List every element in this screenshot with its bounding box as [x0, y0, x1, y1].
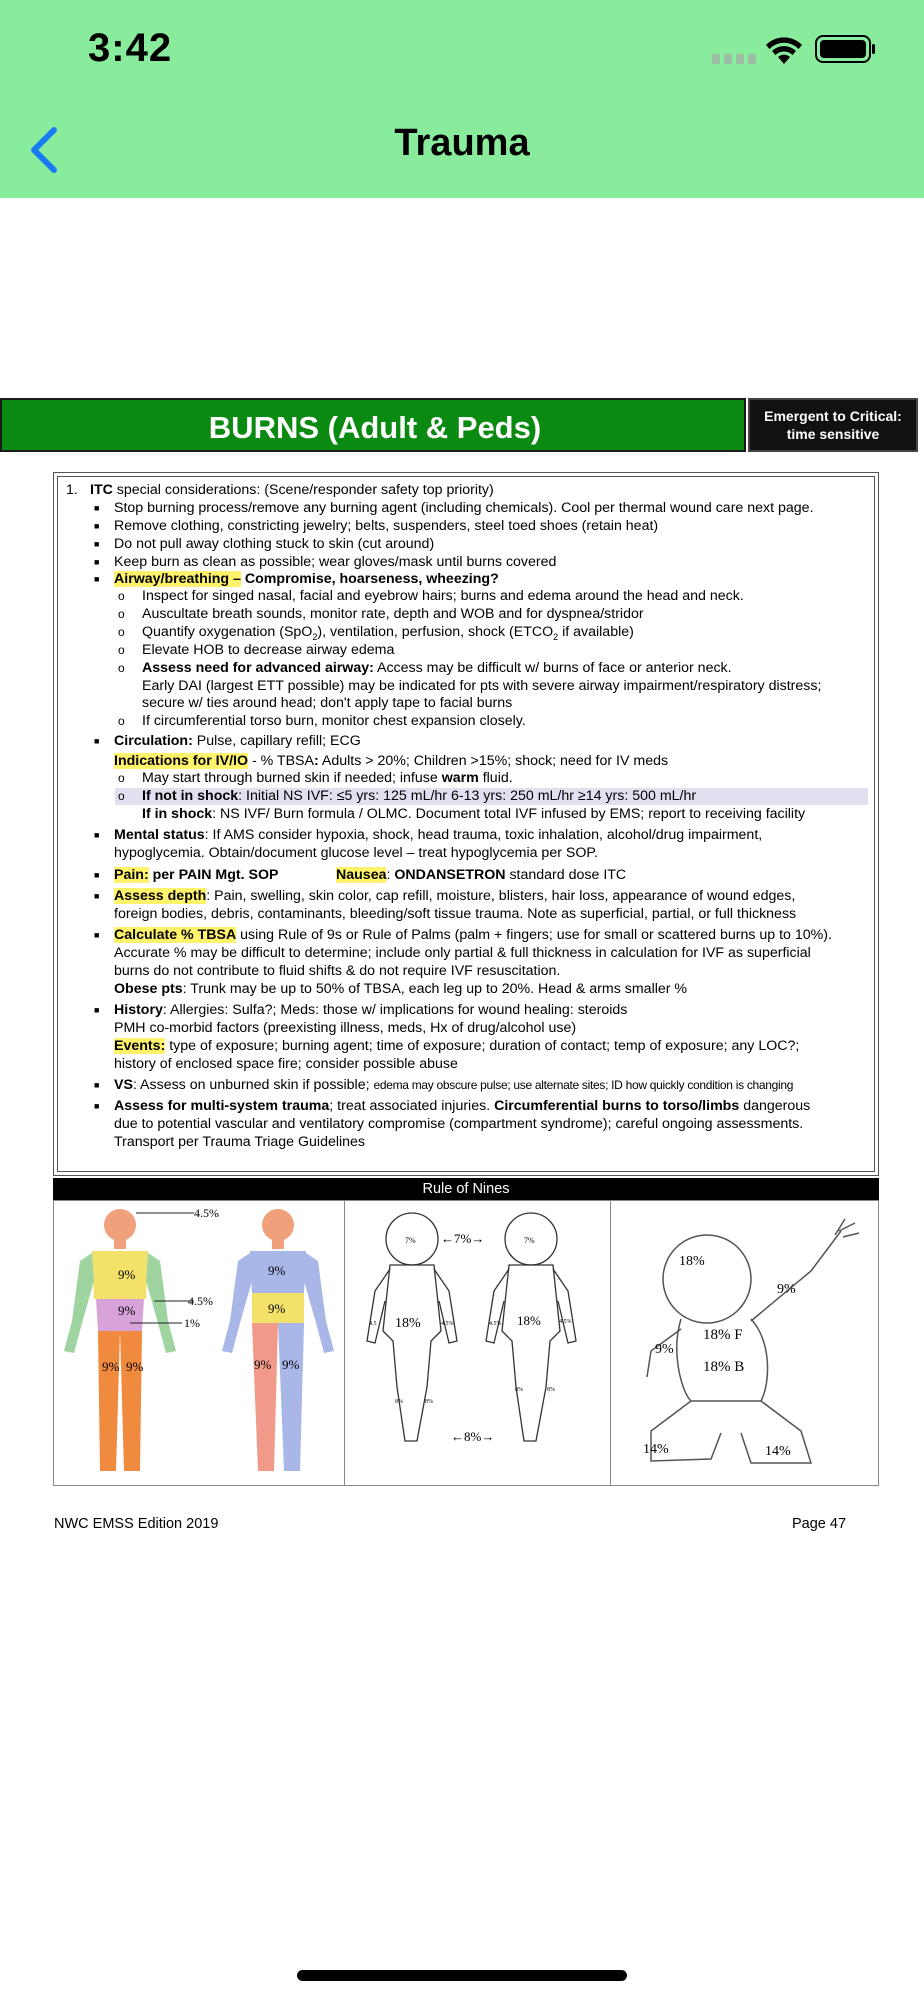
label-head-back: 7% [524, 1236, 535, 1245]
text-line: Calculate % TBSA using Rule of 9s or Rule of Palms (palm + fingers; use for small or scattered burns up to 10%). [114, 927, 832, 943]
text-line: foreign bodies, debris, contaminants, bleeding/soft tissue trauma. Note as superficial, partial, or full thickness [114, 906, 797, 922]
text-line: Early DAI (largest ETT possible) may be indicated for pts with severe airway impairment/respiratory distress; [142, 678, 822, 694]
text-line: If circumferential torso burn, monitor chest expansion closely. [142, 713, 526, 729]
bullet: ■ [94, 1101, 100, 1111]
bullet: ■ [94, 1080, 100, 1090]
label-arm-2: 4.5% [441, 1321, 454, 1327]
airway-heading: Airway/breathing – Compromise, hoarseness, wheezing? [114, 571, 499, 587]
status-bar [0, 0, 924, 100]
label-infant-back: 18% B [703, 1359, 745, 1375]
navigation-bar [0, 100, 924, 198]
label-infant-right-leg: 14% [765, 1444, 791, 1459]
bullet: ■ [94, 503, 100, 513]
text-line: PMH co-morbid factors (preexisting illness, meds, Hx of drug/alcohol use) [114, 1020, 577, 1036]
label-head: 4.5% [194, 1206, 219, 1220]
bullet: ■ [94, 930, 100, 940]
text-line: Obese pts: Trunk may be up to 50% of TBSA, each leg up to 20%. Head & arms smaller % [114, 981, 688, 997]
text-line: Nausea: ONDANSETRON standard dose ITC [336, 867, 627, 883]
label-arm-1: 4.5 [369, 1321, 377, 1327]
text-line: History: Allergies: Sulfa?; Meds: those w/ implications for wound healing: steroids [114, 1002, 628, 1018]
label-leg-1: 8% [395, 1399, 403, 1405]
text-line: Circulation: Pulse, capillary refill; ECG [114, 733, 361, 749]
text-line: history of enclosed space fire; consider possible abuse [114, 1056, 458, 1072]
bullet: ■ [94, 574, 100, 584]
text-line: Stop burning process/remove any burning agent (including chemicals). Cool per thermal wound care next page. [114, 500, 814, 516]
label-abdomen: 9% [118, 1303, 136, 1318]
text-line: If in shock: NS IVF/ Burn formula / OLMC. Document total IVF infused by EMS; report to receiving facility [142, 806, 806, 822]
label-leg-2: 8% [425, 1399, 433, 1405]
text-line: Do not pull away clothing stuck to skin (cut around) [114, 536, 435, 552]
bullet: ■ [94, 891, 100, 901]
text-line: hypoglycemia. Obtain/document glucose level – treat hypoglycemia per SOP. [114, 845, 598, 861]
text-line: due to potential vascular and ventilatory compromise (compartment syndrome); careful ongoing assessments. [114, 1116, 804, 1132]
child-body-diagram [345, 1201, 611, 1485]
label-left-leg: 9% [102, 1359, 120, 1374]
label-head-front: 7% [405, 1236, 416, 1245]
label-upper-back: 9% [268, 1263, 286, 1278]
wifi-icon [764, 34, 804, 66]
text-line: Transport per Trauma Triage Guidelines [114, 1134, 366, 1150]
text-line: Auscultate breath sounds, monitor rate, depth and WOB and for dyspnea/stridor [142, 606, 644, 622]
bullet: ■ [94, 557, 100, 567]
text-line: burns do not contribute to fluid shifts & do not require IVF resuscitation. [114, 963, 561, 979]
bullet: ■ [94, 521, 100, 531]
bullet: ■ [94, 870, 100, 880]
battery-icon [815, 34, 877, 64]
page-number: Page 47 [792, 1516, 847, 1532]
text-line: Pain: per PAIN Mgt. SOP [114, 867, 279, 883]
document-title-bar [0, 398, 746, 452]
adult-body-illustration [54, 1201, 345, 1485]
label-infant-head: 18% [679, 1254, 705, 1269]
bullet: ■ [94, 539, 100, 549]
bullet: ■ [94, 830, 100, 840]
text-line: Quantify oxygenation (SpO$_2$), ventilation, perfusion, shock ($ETCO_2$ if available) [142, 624, 634, 642]
text-line: May start through burned skin if needed; infuse warm fluid. [142, 770, 513, 786]
text-line: Indications for IV/IO - % TBSA: Adults > 20%; Children >15%; shock; need for IV meds [114, 753, 669, 769]
rule-of-nines-figure [53, 1200, 879, 1486]
label-arm-4: 4.5% [559, 1319, 572, 1325]
label-leg-4: 8% [547, 1387, 555, 1393]
child-body-illustration [345, 1201, 611, 1485]
item-1-text: ITC special considerations: (Scene/responder safety top priority) [90, 482, 494, 498]
urgency-badge-line1: Emergent to Critical: [764, 408, 902, 424]
label-groin: 1% [184, 1316, 200, 1330]
label-leg-arrow: ←8%→ [451, 1429, 495, 1444]
label-infant-arm: 9% [777, 1282, 796, 1297]
bullet: ■ [94, 1005, 100, 1015]
label-lower-back: 9% [268, 1301, 286, 1316]
home-indicator[interactable] [297, 1970, 627, 1981]
label-torso-front: 18% [395, 1316, 421, 1331]
label-infant-front: 18% F [703, 1327, 743, 1343]
label-infant-left-leg: 14% [643, 1442, 669, 1457]
label-leg-3: 8% [515, 1387, 523, 1393]
nav-title: Trauma [394, 122, 530, 164]
adult-body-diagram [54, 1201, 345, 1485]
text-line: Elevate HOB to decrease airway edema [142, 642, 395, 658]
text-line: Assess need for advanced airway: Access may be difficult w/ burns of face or anterior neck. [142, 660, 732, 676]
label-infant-arm-left: 9% [655, 1342, 674, 1357]
label-arm-3: 4.5% [489, 1321, 502, 1327]
text-line: Events: type of exposure; burning agent; time of exposure; duration of contact; temp of exposure; any LOC?; [114, 1038, 800, 1054]
infant-body-illustration [611, 1201, 878, 1485]
text-line: Keep burn as clean as possible; wear gloves/mask until burns covered [114, 554, 557, 570]
text-line: Remove clothing, constricting jewelry; belts, suspenders, steel toed shoes (retain heat) [114, 518, 659, 534]
cellular-signal-icon [712, 54, 756, 64]
bullet: ■ [94, 736, 100, 746]
urgency-badge [748, 398, 918, 452]
text-line: Mental status: If AMS consider hypoxia, shock, head trauma, toxic inhalation, alcohol/drug impairment, [114, 827, 763, 843]
text-line: Assess depth: Pain, swelling, skin color, cap refill, moisture, blisters, hair loss, appearance of wound edges, [114, 888, 796, 904]
status-time: 3:42 [88, 26, 173, 70]
label-torso-back: 18% [517, 1313, 541, 1328]
text-line: secure w/ ties around head; don't apply tape to facial burns [142, 695, 513, 711]
text-line: Accurate % may be difficult to determine; include only partial & full thickness in calculation for IVF as superficial [114, 945, 811, 961]
label-right-leg: 9% [126, 1359, 144, 1374]
label-back-leg-right: 9% [282, 1357, 300, 1372]
urgency-badge-line2: time sensitive [786, 426, 880, 442]
label-back-leg-left: 9% [254, 1357, 272, 1372]
label-head-arrow: ←7%→ [441, 1231, 485, 1246]
label-arm: 4.5% [188, 1294, 213, 1308]
text-line: Assess for multi-system trauma; treat associated injuries. Circumferential burns to torso/limbs dangerous [114, 1098, 811, 1114]
label-chest: 9% [118, 1267, 136, 1282]
text-line: Inspect for singed nasal, facial and eyebrow hairs; burns and edema around the head and neck. [142, 588, 744, 604]
document-title: BURNS (Adult & Peds) [208, 410, 542, 445]
item-1-number: 1. [66, 482, 78, 498]
text-line: VS: Assess on unburned skin if possible; edema may obscure pulse; use alternate sites; ID how quickly condition is changing [114, 1077, 794, 1093]
document-edition: NWC EMSS Edition 2019 [54, 1516, 219, 1532]
rule-of-nines-header: Rule of Nines [53, 1178, 879, 1200]
infant-body-diagram [611, 1201, 878, 1485]
protocol-content-box: 1. ITC special considerations: (Scene/responder safety top priority) ■ Stop burning process/remove any burning agent (including chemicals). Cool per thermal wound care next page. ■ Remove clothing, constricting jewelry; belts, suspenders, steel toed shoes (retain heat) ■ Do not pull away clothing stuck to skin (cut around) ■ Keep burn as clean as possible; wear gloves/mask until burns covered ■ Airway/breathing – Compromise, hoarseness, wheezing? o Inspect for singed nasal, facial and eyebrow hairs; burns and edema around the head and neck. o Auscultate breath sounds, monitor rate, depth and WOB and for dyspnea/stridor o Quantify oxygenation (SpO$_2$), ventilation, perfusion, shock ($ETCO_2$ if available) o Elevate HOB to decrease airway edema o Assess need for advanced airway: Access may be difficult w/ burns of face or anterior neck. Early DAI (largest ETT possible) may be indicated for pts with severe airway impairment/respiratory distress; secure w/ ties around head; don't apply tape to facial burns o If circumferential torso burn, monitor chest expansion closely. ■ Circulation: Pulse, capillary refill; ECG Indications for IV/IO - % TBSA: Adults > 20%; Children >15%; shock; need for IV meds o May start through burned skin if needed; infuse warm fluid. o If not in shock: Initial NS IVF: ≤5 yrs: 125 mL/hr 6-13 yrs: 250 mL/hr ≥14 yrs: 500 mL/hr If in shock: NS IVF/ Burn formula / OLMC. Document total IVF infused by EMS; report to receiving facility ■ Mental status: If AMS consider hypoxia, shock, head trauma, toxic inhalation, alcohol/drug impairment, hypoglycemia. Obtain/document glucose level – treat hypoglycemia per SOP. ■ Pain: per PAIN Mgt. SOP Nausea: ONDANSETRON standard dose ITC ■ Assess depth: Pain, swelling, skin color, cap refill, moisture, blisters, hair loss, appearance of wound edges, foreign bodies, debris, contaminants, bleeding/soft tissue trauma. Note as superficial, partial, or full thickness ■ Calculate % TBSA using Rule of 9s or Rule of Palms (palm + fingers; use for small or scattered burns up to 10%). Accurate % may be difficult to determine; include only partial & full thickness in calculation for IVF as superficial burns do not contribute to fluid shifts & do not require IVF resuscitation. Obese pts: Trunk may be up to 50% of TBSA, each leg up to 20%. Head & arms smaller % ■ History: Allergies: Sulfa?; Meds: those w/ implications for wound healing: steroids PMH co-morbid factors (preexisting illness, meds, Hx of drug/alcohol use) Events: type of exposure; burning agent; time of exposure; duration of contact; temp of exposure; any LOC?; history of enclosed space fire; consider possible abuse ■ VS: Assess on unburned skin if possible; edema may obscure pulse; use alternate sites; ID how quickly condition is changing ■ Assess for multi-system trauma; treat associated injuries. Circumferential burns to torso/limbs dangerous due to potential vascular and ventilatory compromise (compartment syndrome); careful ongoing assessments. Transport per Trauma Triage Guidelines [53, 472, 879, 1176]
text-line: If not in shock: Initial NS IVF: ≤5 yrs: 125 mL/hr 6-13 yrs: 250 mL/hr ≥14 yrs: 500 mL/hr [142, 788, 697, 804]
